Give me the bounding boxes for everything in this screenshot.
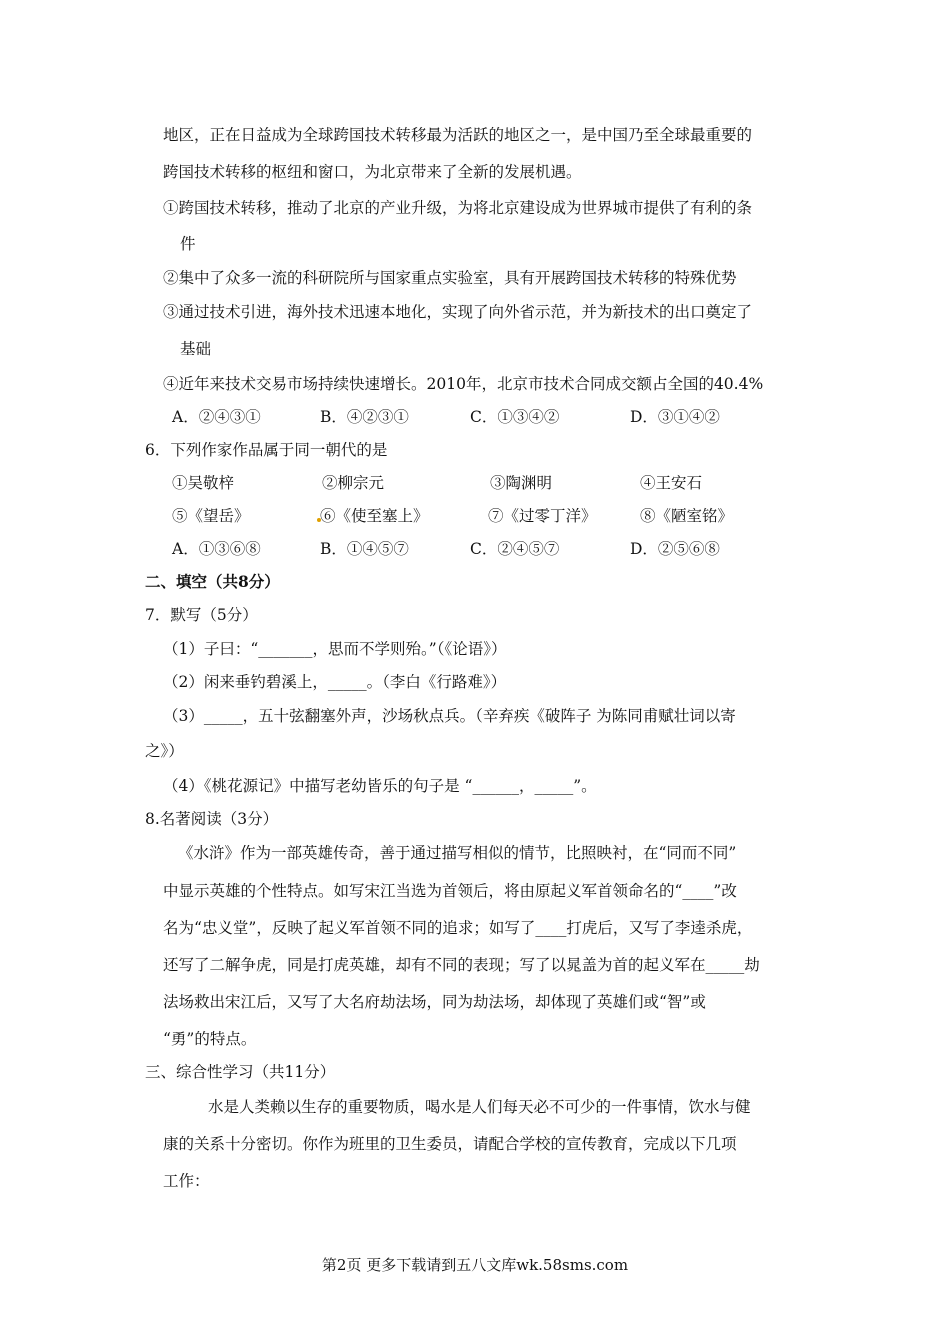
q8-line-2: 中显示英雄的个性特点。如写宋江当选为首领后，将由原起义军首领命名的“____”改: [163, 882, 737, 900]
section3-line-2: 康的关系十分密切。你作为班里的卫生委员，请配合学校的宣传教育，完成以下几项: [163, 1135, 737, 1153]
q6-work-8: ⑧《陋室铭》: [640, 507, 734, 525]
q5-item-1: ①跨国技术转移，推动了北京的产业升级，为将北京建设成为世界城市提供了有利的条: [163, 199, 753, 217]
q5-option-c: C．①③④②: [470, 408, 560, 426]
q8-title: 8.名著阅读（3分）: [145, 810, 279, 828]
section3-line-1: 水是人类赖以生存的重要物质，喝水是人们每天必不可少的一件事情，饮水与健: [208, 1098, 751, 1116]
q6-works: [0, 506, 950, 526]
q6-options: [0, 539, 950, 559]
q7-line-1: （1）子曰：“_______，思而不学则殆。”（《论语》）: [163, 640, 507, 658]
q8-line-6: “勇”的特点。: [163, 1030, 257, 1048]
q5-item-2: ②集中了众多一流的科研院所与国家重点实验室，具有开展跨国技术转移的特殊优势: [163, 269, 737, 287]
q7-title: 7．默写（5分）: [145, 606, 258, 624]
q8-line-4: 还写了二解争虎，同是打虎英雄，却有不同的表现；写了以晁盖为首的起义军在_____劫: [163, 956, 760, 974]
q5-item-4: ④近年来技术交易市场持续快速增长。2010年，北京市技术合同成交额占全国的40.4%: [163, 375, 764, 393]
q6-option-c: C．②④⑤⑦: [470, 540, 560, 558]
q7-line-3-cont: 之》）: [145, 742, 184, 760]
q8-line-5: 法场救出宋江后，又写了大名府劫法场，同为劫法场，却体现了英雄们或“智”或: [163, 993, 706, 1011]
q6-option-d: D．②⑤⑥⑧: [630, 540, 720, 558]
q5-options: [0, 407, 950, 427]
q6-author-3: ③陶渊明: [490, 474, 553, 492]
q6-stem: 6．下列作家作品属于同一朝代的是: [145, 441, 388, 459]
q6-work-5: ⑤《望岳》: [172, 507, 250, 525]
q6-authors: [0, 473, 950, 493]
q5-item-1-cont: 件: [180, 235, 196, 253]
q8-line-1: 《水浒》作为一部英雄传奇，善于通过描写相似的情节，比照映衬，在“同而不同”: [178, 844, 737, 862]
q5-option-a: A．②④③①: [172, 408, 261, 426]
q8-line-3: 名为“忠义堂”，反映了起义军首领不同的追求；如写了____打虎后，又写了李逵杀虎，: [163, 919, 753, 937]
q5-option-b: B．④②③①: [320, 408, 409, 426]
passage-line-2: 跨国技术转移的枢纽和窗口，为北京带来了全新的发展机遇。: [163, 163, 582, 181]
section2-title: 二、填空（共8分）: [145, 572, 280, 591]
q6-option-a: A．①③⑥⑧: [172, 540, 261, 558]
q6-author-4: ④王安石: [640, 474, 703, 492]
page-footer: 第2页 更多下载请到五八文库wk.58sms.com: [321, 1256, 629, 1274]
q5-item-3: ③通过技术引进，海外技术迅速本地化，实现了向外省示范，并为新技术的出口奠定了: [163, 303, 753, 321]
passage-line-1: 地区，正在日益成为全球跨国技术转移最为活跃的地区之一，是中国乃至全球最重要的: [163, 126, 753, 144]
section3-line-3: 工作：: [163, 1172, 210, 1190]
q6-author-1: ①吴敬梓: [172, 474, 235, 492]
q7-line-3: （3）_____，五十弦翻塞外声，沙场秋点兵。（辛弃疾《破阵子 为陈同甫赋壮词以寄: [163, 707, 736, 725]
section3-title: 三、综合性学习（共11分）: [145, 1063, 336, 1081]
q6-author-2: ②柳宗元: [322, 474, 385, 492]
q5-option-d: D．③①④②: [630, 408, 720, 426]
q7-line-4: （4）《桃花源记》中描写老幼皆乐的句子是 “______，_____”。: [163, 777, 597, 795]
q5-item-3-cont: 基础: [180, 340, 212, 358]
q6-work-6: ⑥《使至塞上》: [320, 507, 429, 525]
q6-option-b: B．①④⑤⑦: [320, 540, 409, 558]
q6-work-7: ⑦《过零丁洋》: [488, 507, 597, 525]
q7-line-2: （2）闲来垂钓碧溪上，_____。（李白《行路难》）: [163, 673, 507, 691]
